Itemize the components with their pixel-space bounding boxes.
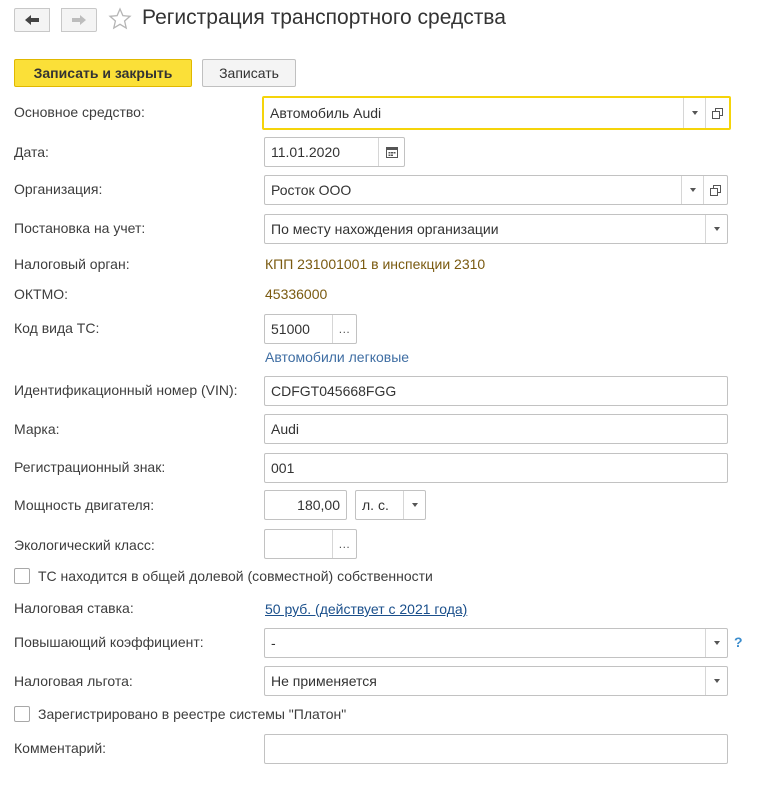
- fixed-asset-field[interactable]: [262, 96, 731, 130]
- fixed-asset-label: Основное средство:: [14, 104, 145, 120]
- registration-field[interactable]: [264, 214, 728, 244]
- date-label: Дата:: [14, 144, 49, 160]
- fixed-asset-open-button[interactable]: [705, 98, 729, 128]
- help-icon[interactable]: ?: [734, 634, 743, 650]
- organization-label: Организация:: [14, 181, 103, 197]
- date-value: 11.01.2020: [271, 144, 341, 160]
- platon-checkbox[interactable]: [14, 706, 30, 722]
- vehicle-code-label: Код вида ТС:: [14, 320, 100, 336]
- brand-value: Audi: [271, 421, 300, 437]
- oktmo-value: 45336000: [265, 286, 328, 302]
- power-unit-value: л. с.: [362, 497, 389, 513]
- organization-value: Росток ООО: [271, 182, 352, 198]
- organization-dropdown-button[interactable]: [681, 176, 703, 204]
- vehicle-code-field[interactable]: [264, 314, 357, 344]
- registration-value: По месту нахождения организации: [271, 221, 499, 237]
- brand-label: Марка:: [14, 421, 60, 437]
- forward-button[interactable]: [61, 8, 97, 32]
- vin-label: Идентификационный номер (VIN):: [14, 382, 238, 398]
- page-title: Регистрация транспортного средства: [142, 6, 506, 29]
- vehicle-code-select-button[interactable]: ...: [332, 315, 356, 343]
- vin-input[interactable]: [264, 376, 728, 406]
- chevron-down-icon: [690, 188, 696, 192]
- engine-power-input[interactable]: [264, 490, 347, 520]
- reg-plate-input[interactable]: [264, 453, 728, 483]
- vin-value: CDFGT045668FGG: [271, 383, 397, 399]
- save-and-close-button[interactable]: Записать и закрыть: [14, 59, 192, 87]
- platon-row[interactable]: [14, 706, 346, 722]
- tax-rate-link[interactable]: 50 руб. (действует с 2021 года): [265, 601, 468, 617]
- increasing-coef-field[interactable]: [264, 628, 728, 658]
- arrow-left-icon: [24, 14, 40, 26]
- arrow-right-icon: [71, 14, 87, 26]
- power-unit-dropdown-button[interactable]: [403, 491, 425, 519]
- favorite-star-icon[interactable]: [108, 6, 132, 32]
- vehicle-type-link[interactable]: Автомобили легковые: [265, 349, 410, 365]
- fixed-asset-dropdown-button[interactable]: [683, 98, 705, 128]
- shared-ownership-checkbox[interactable]: [14, 568, 30, 584]
- comment-input[interactable]: [264, 734, 728, 764]
- engine-power-value: 180,00: [297, 497, 340, 513]
- platon-label: Зарегистрировано в реестре системы "Платон": [38, 706, 347, 722]
- reg-plate-value: 001: [271, 460, 295, 476]
- oktmo-label: ОКТМО:: [14, 286, 69, 302]
- calendar-icon: [386, 146, 398, 158]
- tax-benefit-field[interactable]: [264, 666, 728, 696]
- power-unit-select[interactable]: [355, 490, 426, 520]
- calendar-button[interactable]: [378, 138, 404, 166]
- comment-label: Комментарий:: [14, 740, 107, 756]
- vehicle-code-value: 51000: [271, 321, 310, 337]
- open-window-icon: [712, 108, 723, 119]
- eco-class-field[interactable]: [264, 529, 357, 559]
- shared-ownership-row[interactable]: [14, 568, 433, 584]
- organization-field[interactable]: [264, 175, 728, 205]
- save-button[interactable]: Записать: [202, 59, 296, 87]
- shared-ownership-label: ТС находится в общей долевой (совместной) собственности: [38, 568, 433, 584]
- tax-authority-value: КПП 231001001 в инспекции 2310: [265, 256, 486, 272]
- registration-dropdown-button[interactable]: [705, 215, 727, 243]
- tax-rate-label: Налоговая ставка:: [14, 600, 134, 616]
- chevron-down-icon: [714, 679, 720, 683]
- brand-input[interactable]: [264, 414, 728, 444]
- engine-power-label: Мощность двигателя:: [14, 497, 155, 513]
- reg-plate-label: Регистрационный знак:: [14, 459, 166, 475]
- chevron-down-icon: [412, 503, 418, 507]
- chevron-down-icon: [714, 641, 720, 645]
- tax-benefit-label: Налоговая льгота:: [14, 673, 133, 689]
- date-field[interactable]: [264, 137, 405, 167]
- tax-authority-label: Налоговый орган:: [14, 256, 130, 272]
- increasing-coef-value: -: [271, 635, 276, 651]
- open-window-icon: [710, 185, 721, 196]
- increasing-coef-label: Повышающий коэффициент:: [14, 634, 204, 650]
- tax-benefit-value: Не применяется: [271, 673, 377, 689]
- eco-class-label: Экологический класс:: [14, 537, 155, 553]
- back-button[interactable]: [14, 8, 50, 32]
- fixed-asset-value: Автомобиль Audi: [270, 105, 382, 121]
- tax-benefit-dropdown-button[interactable]: [705, 667, 727, 695]
- registration-label: Постановка на учет:: [14, 220, 146, 236]
- organization-open-button[interactable]: [703, 176, 727, 204]
- eco-class-select-button[interactable]: ...: [332, 530, 356, 558]
- chevron-down-icon: [692, 111, 698, 115]
- increasing-coef-dropdown-button[interactable]: [705, 629, 727, 657]
- chevron-down-icon: [714, 227, 720, 231]
